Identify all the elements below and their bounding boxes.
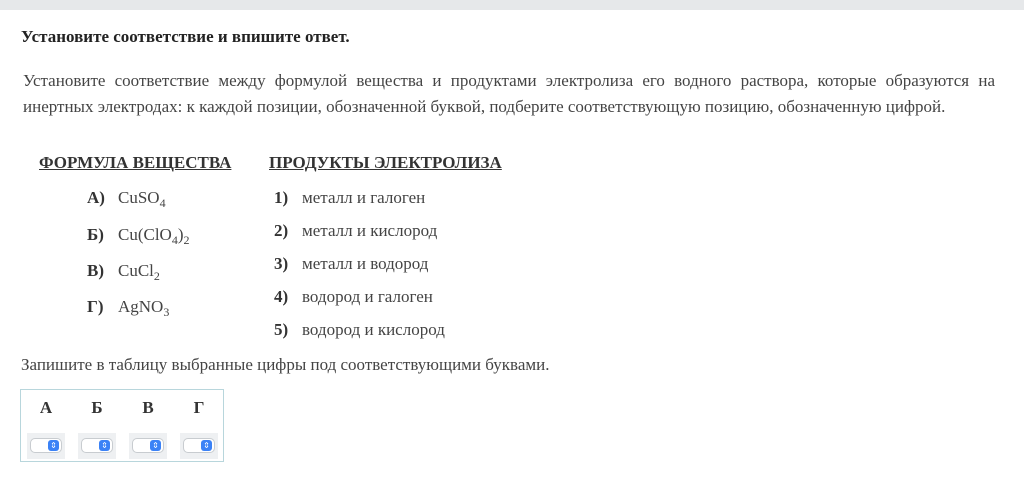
answer-select-v[interactable] (132, 438, 164, 453)
product-text: металл и галоген (302, 188, 426, 207)
up-down-chevron-icon: ⇕ (99, 440, 110, 451)
formula-key: Г) (87, 297, 104, 316)
answer-column-b: Б (91, 398, 103, 417)
formula-text: CuSO$_4$ (118, 188, 166, 210)
formula-text: AgNO$_3$ (118, 297, 170, 319)
answer-column-g: Г (193, 398, 205, 417)
up-down-chevron-icon: ⇕ (150, 440, 161, 451)
formula-option-v (87, 261, 160, 281)
answer-table (20, 389, 224, 462)
formula-option-a (87, 188, 166, 208)
task-intro: Установите соответствие между формулой вещества и продуктами электролиза его водного раствора, которые образуются на инертных электродах: к каждой позиции, обозначенной буквой, подберите соответствующую позицию, обозначенную цифрой. (23, 71, 995, 116)
formula-option-b (87, 225, 190, 245)
answer-select-b[interactable] (81, 438, 113, 453)
answer-cell-a (27, 433, 65, 459)
formula-key: В) (87, 261, 104, 280)
product-option-1 (274, 188, 425, 208)
products-column-header: ПРОДУКТЫ ЭЛЕКТРОЛИЗА (269, 153, 502, 172)
answer-column-a: А (39, 398, 53, 417)
product-key: 4) (274, 287, 289, 306)
formula-key: А) (87, 188, 105, 207)
answer-instruction: Запишите в таблицу выбранные цифры под соответствующими буквами. (21, 355, 550, 374)
product-option-4 (274, 287, 433, 307)
product-option-2 (274, 221, 437, 241)
product-text: водород и кислород (302, 320, 445, 339)
top-bar (0, 0, 1024, 10)
up-down-chevron-icon: ⇕ (48, 440, 59, 451)
product-text: металл и водород (302, 254, 429, 273)
answer-cell-v (129, 433, 167, 459)
product-key: 5) (274, 320, 289, 339)
product-text: водород и галоген (302, 287, 433, 306)
formula-text: CuCl$_2$ (118, 261, 160, 283)
product-option-3 (274, 254, 428, 274)
formula-option-g (87, 297, 169, 317)
task-heading: Установите соответствие и впишите ответ. (21, 27, 350, 46)
up-down-chevron-icon: ⇕ (201, 440, 212, 451)
product-key: 3) (274, 254, 289, 273)
product-key: 1) (274, 188, 289, 207)
product-option-5 (274, 320, 445, 340)
formula-text: $Cu(ClO_4)_2$ (118, 225, 190, 247)
answer-select-g[interactable] (183, 438, 215, 453)
formula-column-header: ФОРМУЛА ВЕЩЕСТВА (39, 153, 232, 172)
formula-key: Б) (87, 225, 104, 244)
answer-cell-b (78, 433, 116, 459)
product-key: 2) (274, 221, 289, 240)
product-text: металл и кислород (302, 221, 438, 240)
answer-select-a[interactable] (30, 438, 62, 453)
answer-column-v: В (142, 398, 154, 417)
answer-cell-g (180, 433, 218, 459)
